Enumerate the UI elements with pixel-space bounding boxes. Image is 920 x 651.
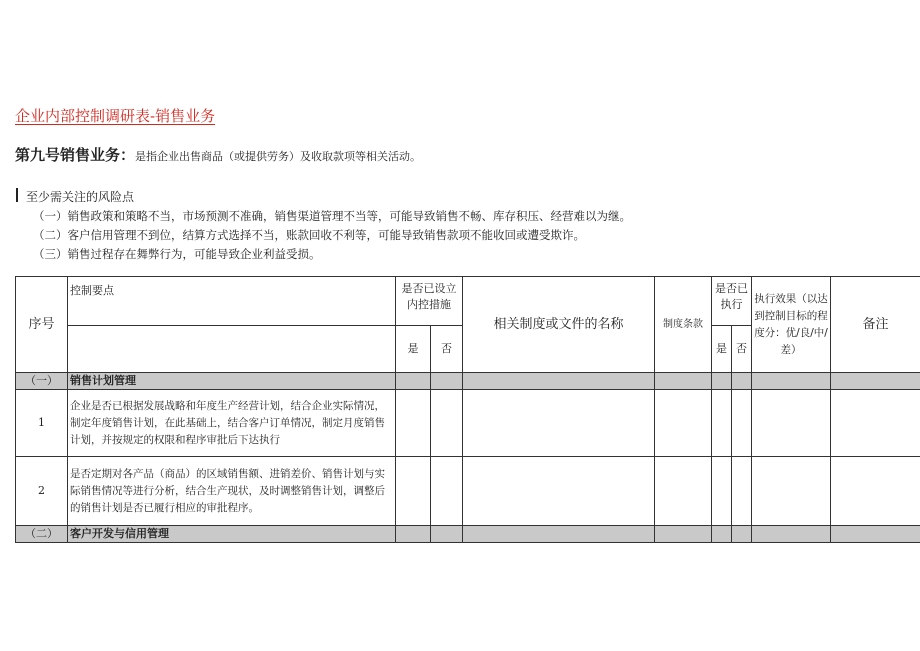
header-established: 是否已设立内控措施 [396, 277, 463, 326]
effect-cell[interactable] [752, 457, 831, 526]
row-number: 2 [16, 457, 68, 526]
header-control-blank [68, 326, 396, 373]
section-row [16, 526, 920, 543]
table-row [16, 457, 920, 526]
clause-cell[interactable] [655, 390, 712, 457]
executed-no-cell[interactable] [732, 457, 752, 526]
header-executed-no: 否 [732, 326, 752, 373]
clause-cell[interactable] [655, 457, 712, 526]
executed-yes-cell[interactable] [712, 457, 732, 526]
business-definition [15, 144, 421, 165]
header-remark: 备注 [831, 277, 920, 373]
section-row [16, 373, 920, 390]
control-point-text: 是否定期对各产品（商品）的区域销售额、进销差价、销售计划与实际销售情况等进行分析，结合生产现状，及时调整销售计划，调整后的销售计划是否已履行相应的审批程序。 [68, 457, 396, 526]
control-survey-table [15, 276, 920, 543]
definition-heading: 第九号销售业务： [15, 146, 136, 164]
established-no-cell[interactable] [431, 390, 463, 457]
executed-no-cell[interactable] [732, 390, 752, 457]
header-clauses: 制度条款 [655, 277, 712, 373]
control-point-text: 企业是否已根据发展战略和年度生产经营计划，结合企业实际情况，制定年度销售计划，在此基础上，结合客户订单情况，制定月度销售计划，并按规定的权限和程序审批后下达执行 [68, 390, 396, 457]
risk-item-3: （三）销售过程存在舞弊行为，可能导致企业利益受损。 [33, 247, 321, 261]
definition-text: 是指企业出售商品（或提供劳务）及收取款项等相关活动。 [135, 150, 422, 163]
risk-item-1: （一）销售政策和策略不当，市场预测不准确，销售渠道管理不当等，可能导致销售不畅、库存积压、经营难以为继。 [33, 209, 631, 223]
page-title: 企业内部控制调研表-销售业务 [15, 107, 216, 125]
table-row [16, 390, 920, 457]
section-name: 销售计划管理 [68, 373, 396, 390]
header-control-points: 控制要点 [68, 277, 396, 326]
row-number: 1 [16, 390, 68, 457]
risk-item-2: （二）客户信用管理不到位，结算方式选择不当，账款回收不利等，可能导致销售款项不能收回或遭受欺诈。 [33, 228, 585, 242]
doc-name-cell[interactable] [463, 457, 655, 526]
header-effect: 执行效果（以达到控制目标的程度分：优/良/中/差） [752, 277, 831, 373]
risk-heading: 至少需关注的风险点 [26, 190, 135, 204]
header-established-yes: 是 [396, 326, 431, 373]
header-doc-names: 相关制度或文件的名称 [463, 277, 655, 373]
effect-cell[interactable] [752, 390, 831, 457]
established-yes-cell[interactable] [396, 457, 431, 526]
section-name: 客户开发与信用管理 [68, 526, 396, 543]
established-no-cell[interactable] [431, 457, 463, 526]
header-row-1 [16, 277, 920, 326]
section-number: （一） [16, 373, 68, 390]
doc-name-cell[interactable] [463, 390, 655, 457]
risk-section-marker [16, 188, 18, 202]
header-seq: 序号 [16, 277, 68, 373]
header-executed: 是否已执行 [712, 277, 752, 326]
established-yes-cell[interactable] [396, 390, 431, 457]
executed-yes-cell[interactable] [712, 390, 732, 457]
remark-cell[interactable] [831, 390, 920, 457]
header-executed-yes: 是 [712, 326, 732, 373]
header-established-no: 否 [431, 326, 463, 373]
remark-cell[interactable] [831, 457, 920, 526]
section-number: （二） [16, 526, 68, 543]
